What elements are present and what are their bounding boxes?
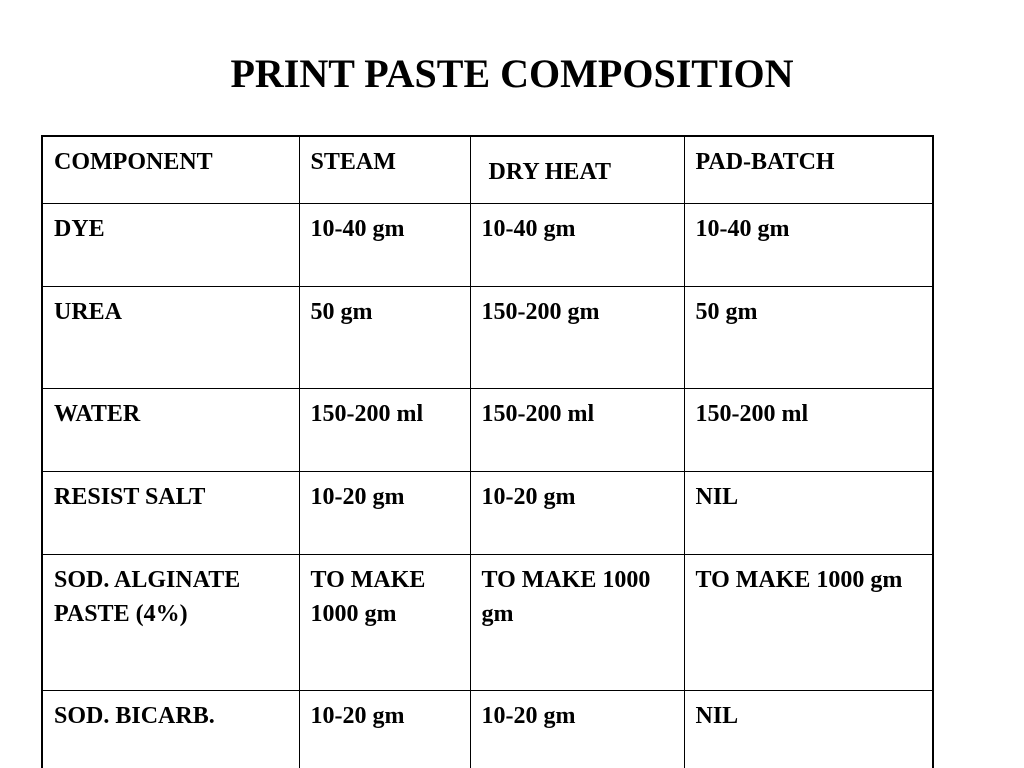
table-row [43, 203, 932, 286]
header-cell-steam: STEAM [299, 137, 470, 203]
pad-batch-cell: TO MAKE 1000 gm [684, 554, 932, 690]
header-cell-dry-heat: DRY HEAT [470, 137, 684, 203]
pad-batch-cell: 150-200 ml [684, 388, 932, 471]
dry-heat-cell: 10-40 gm [470, 203, 684, 286]
table-row [43, 471, 932, 554]
composition-table [41, 135, 934, 768]
table-row [43, 286, 932, 388]
component-cell: UREA [43, 286, 299, 388]
pad-batch-cell: NIL [684, 471, 932, 554]
component-cell: DYE [43, 203, 299, 286]
steam-cell: 10-40 gm [299, 203, 470, 286]
table-header-row [43, 137, 932, 203]
table-row [43, 554, 932, 690]
steam-cell: 150-200 ml [299, 388, 470, 471]
pad-batch-cell: 50 gm [684, 286, 932, 388]
component-cell: SOD. ALGINATE PASTE (4%) [43, 554, 299, 690]
dry-heat-cell: TO MAKE 1000 gm [470, 554, 684, 690]
component-cell: SOD. BICARB. [43, 690, 299, 768]
dry-heat-cell: 150-200 ml [470, 388, 684, 471]
steam-cell: TO MAKE 1000 gm [299, 554, 470, 690]
steam-cell: 50 gm [299, 286, 470, 388]
pad-batch-cell: NIL [684, 690, 932, 768]
pad-batch-cell: 10-40 gm [684, 203, 932, 286]
component-cell: WATER [43, 388, 299, 471]
dry-heat-cell: 10-20 gm [470, 690, 684, 768]
dry-heat-cell: 10-20 gm [470, 471, 684, 554]
table-row [43, 690, 932, 768]
header-cell-pad-batch: PAD-BATCH [684, 137, 932, 203]
dry-heat-cell: 150-200 gm [470, 286, 684, 388]
steam-cell: 10-20 gm [299, 471, 470, 554]
steam-cell: 10-20 gm [299, 690, 470, 768]
slide-title: PRINT PASTE COMPOSITION [230, 51, 794, 96]
component-cell: RESIST SALT [43, 471, 299, 554]
header-cell-component: COMPONENT [54, 149, 213, 175]
table-row [43, 388, 932, 471]
